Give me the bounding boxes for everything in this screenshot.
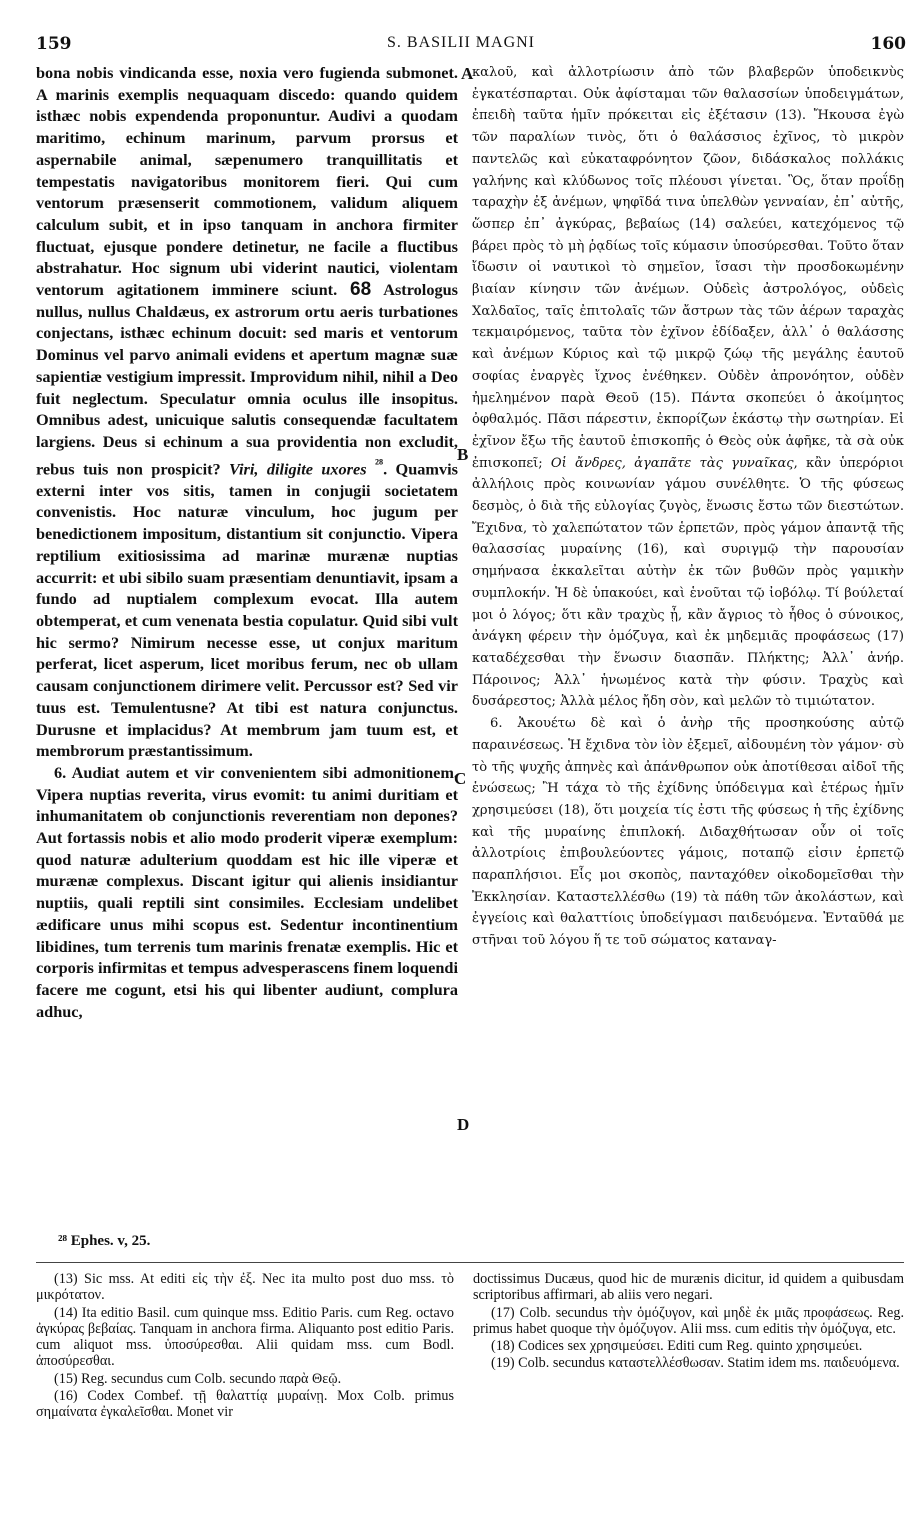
footnote-19: (19) Colb. secundus καταστελλέσθωσαν. Statim idem ms. παιδευόμενα. [491,1355,900,1372]
footnote-16-continued: doctissimus Ducæus, quod hic de murænis dicitur, id quidem a quibusdam scriptoribus affirmari, ab aliis vero negari. [473,1271,904,1304]
latin-text-1c: . Quamvis externi inter vos sitis, tamen in conjugii societatem convenistis. Hoc naturæ vinculum, hoc jugum per benedictionem impositum, distantium sit conjunctio. Vipera reptilium exitiosissima ad marinæ murænæ nuptias accurrit: et ubi sibilo suam præsentiam denuntiavit, ipsam a fundo ad nuptialem complexum evocat. Illa autem obtemperat, et cum venenata bestia copulatur. Quid sibi vult hic sermo? Nimirum necesse esse, ut conjux maritum perferat, licet asperum, licet moribus ferum, nec ob ullam causam conjunctionem dirimere velit. Percussor est? Sed vir tuus est. Temulentusne? At tibi est natura conjunctus. Durusne et implacidus? At membrum jam tuum est, et membrorum præstantissimum. [36,459,458,761]
latin-scripture-quote: Viri, diligite uxores [229,459,367,479]
scripture-reference: ²⁸ Ephes. v, 25. [58,1233,151,1249]
latin-text-1b: Astrologus nullus, nullus Chaldæus, ex astrorum ortu aeris turbationes conjectans, isthæc echinum docuit: sed maris et ventorum Dominus vel parvo animali evidens et apertum magnæ suæ sapientiæ vestigium impressit. Improvidum nihil, nihil a Deo fuit neglectum. Speculatur omnia oculus ille insopitus. Omnibus adest, unicuique salutis consequendæ facultatem largiens. Deus si echinum a sua providentia non excludit, rebus tuis non prospicit? [36,280,458,479]
margin-marker-a: A [461,64,474,83]
column-number-badge: 68 [350,279,372,301]
footnote-17: (17) Colb. secundus τὴν ὁμόζυγον, καὶ μηδὲ ἐκ μιᾶς προφάσεως. Reg. primus habet quoque τὴν ὁμόζυγον. Alii mss. cum editis τὴν ὁμόζυγα, etc. [473,1304,904,1337]
latin-paragraph-2: 6. Audiat autem et vir convenientem sibi admonitionem. Vipera nuptias reverita, virus evomit: tu animi duritiam et inhumanitatem ob conjunctionis reverentiam non depones? Aut fortassis nobis et alio modo proderit viperæ exemplum: quod naturæ adulterium quoddam est hic ille viperæ et murænæ complexus. Discant igitur qui alienis insidiantur nuptiis, quali reptili sint consimiles. Ecclesiam undelibet ædificare unus mihi scopus est. Sedentur incontinentium libidines, tum terrenis tum marinis frenatæ exemplis. Hic et corporis infirmitas et tempus advesperascens finem loquendi facere me cogunt, etsi his qui libenter audiunt, complura adhuc, [36,762,458,1021]
footnote-13: (13) Sic mss. At editi εἰς τὴν ἐξ. Nec ita multo post duo mss. τὸ μικρότατον. [36,1271,454,1304]
footnotes-left [36,1271,454,1422]
footnote-divider [36,1262,904,1263]
greek-column [472,62,904,952]
greek-scripture-quote: Οἱ ἄνδρες, ἀγαπᾶτε τὰς γυναῖκας [550,455,794,471]
footnotes-right [473,1271,904,1373]
footnote-18: (18) Codices sex χρησιμεύσει. Editi cum Reg. quinto χρησιμεύει. [491,1338,863,1355]
footnote-16: (16) Codex Combef. τῇ θαλαττίᾳ μυραίνῃ. Mox Colb. primus σημαίνατα ἐγκαλεῖσθαι. Monet vir [36,1388,454,1421]
margin-marker-b: B [457,445,469,464]
footnote-14: (14) Ita editio Basil. cum quinque mss. Editio Paris. cum Reg. octavo ἀγκύρας βεβαίας. Tanquam in anchora firma. Aliquanto post editio Paris. cum aliquot mss. ὑποσύρεσθαι. Alii quidam mss. cum Bodl. ἀποσύρεσθαι. [36,1304,454,1370]
latin-text-1a: bona nobis vindicanda esse, noxia vero fugienda submonet. A marinis exemplis nequaquam discedo: quando quidem isthæc nobis expendenda proponuntur. Audivi a quodam maritimo, echinum marinum, parvum prorsus et aspernabile animal, sæpenumero tranquillitatis et tempestatis navigatoribus monitorem fieri. Qui cum ventorum præsenserit commotionem, validum aliquem calculum subit, et in ipso tanquam in anchora firmiter fluctuat, ejusque pondere detinetur, ne facile a fluctibus abstrahatur. Hoc signum ubi viderint nautici, violentam ventorum agitationem imminere sciunt. [36,63,458,300]
margin-marker-c: C [454,769,467,788]
page-number-left: 159 [36,34,72,54]
margin-marker-d: D [457,1115,470,1134]
latin-column [36,62,458,1022]
footnote-ref: ²⁸ [374,455,384,471]
latin-paragraph-1 [36,62,458,762]
greek-paragraph-1 [472,62,904,713]
page-number-right: 160 [870,34,906,54]
greek-paragraph-2: 6. Ἀκουέτω δὲ καὶ ὁ ἀνὴρ τῆς προσηκούσης αὐτῷ παραινέσεως. Ἡ ἔχιδνα τὸν ἰὸν ἐξεμεῖ, αἰδουμένη τὸν γάμον· σὺ τὸ τῆς ψυχῆς ἀπηνὲς καὶ ἀπάνθρωπον οὐκ ἀποτίθεσαι αἰδοῖ τῆς ἑνώσεως; Ἢ τάχα τὸ τῆς ἐχίδνης ὑπόδειγμα καὶ ἑτέρως ἡμῖν χρησιμεύσει (18), ὅτι μοιχεία τίς ἐστι τῆς φύσεως ἡ τῆς ἐχίδνης καὶ τῆς μυραίνης ἐπιπλοκή. Διδαχθήτωσαν οὖν οἱ τοῖς ἀλλοτρίοις ἐπιβουλεύοντες γάμοις, ποταπῷ εἰσιν ἑρπετῷ παραπλήσιοι. Εἷς μοι σκοπὸς, πανταχόθεν οἰκοδομεῖσθαι τὴν Ἐκκλησίαν. Καταστελλέσθω (19) τὰ πάθη τῶν ἀκολάστων, καὶ ἐγγείοις καὶ θαλαττίοις ὑποδείγμασι παιδευόμενα. Ἐνταῦθά με στῆναι τοῦ λόγου ἥ τε τοῦ σώματος καταναγ- [472,716,904,949]
greek-text-1a: καλοῦ, καὶ ἀλλοτρίωσιν ἀπὸ τῶν βλαβερῶν ὑποδεικνὺς ἐγκατέσπαρται. Οὐκ ἀφίσταμαι τῶν θαλασσίων ὑποδειγμάτων, ἐπειδὴ ταῦτα ἡμῖν πρόκειται εἰς ἐξέτασιν (13). Ἤκουσα ἐγὼ τῶν παραλίων τινὸς, ὅτι ὁ θαλάσσιος ἐχῖνος, τὸ μικρὸν παντελῶς καὶ εὐκαταφρόνητον ζῶον, διδάσκαλος πολλάκις γαλήνης καὶ κλύδωνος τοῖς πλέουσι γίνεται. Ὃς, ὅταν προΐδῃ ταραχὴν ἐξ ἀνέμων, ψηφῖδά τινα ὑπελθὼν γενναίαν, ἐπ᾿ αὐτῆς, ὥσπερ ἐπ᾿ ἀγκύρας, βεβαίως (14) σαλεύει, κατεχόμενος τῷ βάρει πρὸς τὸ μὴ ῥᾳδίως τοῖς κύμασιν ὑποσύρεσθαι. Τοῦτο ὅταν ἴδωσιν οἱ ναυτικοὶ τὸ σημεῖον, ἴσασι τὴν προσδοκωμένην βιαίαν κίνησιν τῶν ἀνέμων. Οὐδεὶς ἀστρολόγος, οὐδεὶς Χαλδαῖος, ταῖς ἐπιτολαῖς τῶν ἄστρων τὰς τῶν ἀέρων ταραχὰς τεκμαιρόμενος, ταῦτα τὸν ἐχῖνον ἐδίδαξεν, ἀλλ᾿ ὁ θαλάσσης καὶ ἀνέμων Κύριος καὶ τῷ μικρῷ ζώῳ τῆς μεγάλης ἑαυτοῦ σοφίας ἐναργὲς ἴχνος ἐνέθηκεν. Οὐδὲν ἀπρονόητον, οὐδὲν ἠμελημένον παρὰ Θεοῦ (15). Πάντα σκοπεύει ὁ ἀκοίμητος ὀφθαλμός. Πᾶσι πάρεστιν, ἐκπορίζων ἑκάστῳ τὴν σωτηρίαν. Εἰ ἐχῖνον ἔξω τῆς ἑαυτοῦ ἐπισκοπῆς ὁ Θεὸς οὐκ ἀφῆκε, τὰ σὰ οὐκ ἐπισκοπεῖ; [472,65,904,471]
footnote-15: (15) Reg. secundus cum Colb. secundo παρὰ Θεῷ. [54,1370,342,1387]
greek-text-1b: , κἂν ὑπερόριοι ἀλλήλοις πρὸς κοινωνίαν γάμου συνέλθητε. Ὁ τῆς φύσεως δεσμὸς, ὁ διὰ τῆς εὐλογίας ζυγὸς, ἕνωσις ἔστω τῶν διεστώτων. Ἔχιδνα, τὸ χαλεπώτατον τῶν ἑρπετῶν, πρὸς γάμον ἀπαντᾷ τῆς θαλασσίας μυραίνης (16), καὶ συριγμῷ τὴν παρουσίαν σημήνασα ἐκκαλεῖται αὐτὴν ἐκ τῶν βυθῶν πρὸς γαμικὴν συμπλοκήν. Ἡ δὲ ὑπακούει, καὶ ἑνοῦται τῷ ἰοβόλῳ. Τί βούλεταί μοι ὁ λόγος; ὅτι κἂν τραχὺς ᾖ, κἂν ἄγριος τὸ ἦθος ὁ σύνοικος, ἀνάγκη φέρειν τὴν ὁμόζυγα, καὶ ἐκ μηδεμιᾶς προφάσεως (17) καταδέχεσθαι τὴν ἕνωσιν διασπᾶν. Πλήκτης; Ἀλλ᾿ ἀνήρ. Πάροινος; Ἀλλ᾿ ἡνωμένος κατὰ τὴν φύσιν. Τραχὺς καὶ δυσάρεστος; Ἀλλὰ μέλος ἤδη σὸν, καὶ μελῶν τὸ τιμιώτατον. [472,455,904,710]
running-title: S. BASILII MAGNI [387,34,535,51]
